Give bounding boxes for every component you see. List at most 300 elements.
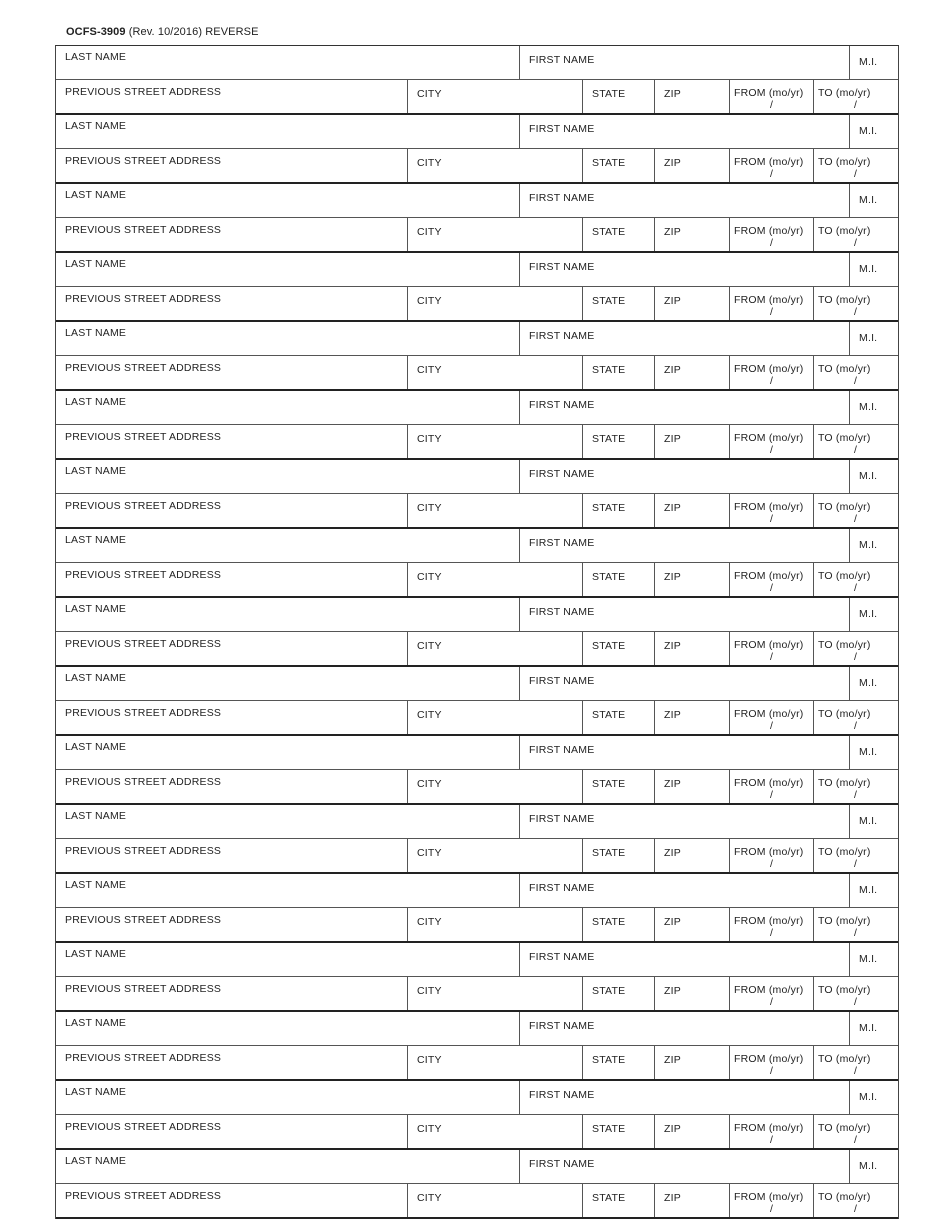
- address-row: [56, 839, 898, 872]
- street-address-field[interactable]: [56, 1115, 408, 1148]
- address-entry: [56, 1012, 898, 1081]
- from-date-field[interactable]: [730, 1184, 814, 1217]
- to-date-separator: /: [854, 1065, 858, 1077]
- from-date-field[interactable]: [730, 977, 814, 1010]
- name-row: [56, 184, 898, 218]
- city-field[interactable]: [408, 218, 583, 251]
- from-date-field[interactable]: [730, 770, 814, 803]
- to-date-separator: /: [854, 858, 858, 870]
- from-date-field[interactable]: [730, 839, 814, 872]
- city-field[interactable]: [408, 839, 583, 872]
- middle-initial-field[interactable]: [850, 943, 898, 976]
- street-address-field[interactable]: [56, 770, 408, 803]
- zip-field[interactable]: [655, 80, 730, 113]
- to-label: TO (mo/yr): [818, 363, 871, 375]
- to-date-separator: /: [854, 1203, 858, 1215]
- mi-label: M.I.: [859, 608, 878, 620]
- state-field[interactable]: [583, 839, 655, 872]
- first-name-label: FIRST NAME: [529, 192, 595, 204]
- first-name-field[interactable]: [520, 1150, 850, 1183]
- to-label: TO (mo/yr): [818, 639, 871, 651]
- to-label: TO (mo/yr): [818, 1191, 871, 1203]
- city-field[interactable]: [408, 149, 583, 182]
- state-field[interactable]: [583, 770, 655, 803]
- to-date-field[interactable]: [814, 977, 898, 1010]
- street-address-field[interactable]: [56, 356, 408, 389]
- to-label: TO (mo/yr): [818, 777, 871, 789]
- city-field[interactable]: [408, 701, 583, 734]
- first-name-label: FIRST NAME: [529, 1089, 595, 1101]
- last-name-field[interactable]: [56, 460, 520, 493]
- zip-label: ZIP: [664, 433, 681, 445]
- from-date-separator: /: [770, 582, 774, 594]
- state-label: STATE: [592, 778, 626, 790]
- mi-label: M.I.: [859, 677, 878, 689]
- name-row: [56, 46, 898, 80]
- street-address-field[interactable]: [56, 287, 408, 320]
- last-name-label: LAST NAME: [65, 189, 127, 201]
- city-label: CITY: [417, 985, 442, 997]
- zip-field[interactable]: [655, 839, 730, 872]
- street-label: PREVIOUS STREET ADDRESS: [65, 1121, 222, 1133]
- to-date-field[interactable]: [814, 494, 898, 527]
- street-address-field[interactable]: [56, 563, 408, 596]
- address-entry: [56, 46, 898, 115]
- mi-label: M.I.: [859, 1022, 878, 1034]
- state-field[interactable]: [583, 218, 655, 251]
- street-address-field[interactable]: [56, 80, 408, 113]
- to-date-field[interactable]: [814, 1046, 898, 1079]
- first-name-label: FIRST NAME: [529, 1020, 595, 1032]
- middle-initial-field[interactable]: [850, 460, 898, 493]
- zip-field[interactable]: [655, 425, 730, 458]
- to-date-separator: /: [854, 720, 858, 732]
- street-address-field[interactable]: [56, 1046, 408, 1079]
- last-name-field[interactable]: [56, 184, 520, 217]
- address-entry: [56, 115, 898, 184]
- from-label: FROM (mo/yr): [734, 639, 804, 651]
- name-row: [56, 322, 898, 356]
- from-date-separator: /: [770, 789, 774, 801]
- from-label: FROM (mo/yr): [734, 846, 804, 858]
- address-entry: [56, 184, 898, 253]
- city-label: CITY: [417, 571, 442, 583]
- zip-label: ZIP: [664, 916, 681, 928]
- zip-field[interactable]: [655, 1046, 730, 1079]
- middle-initial-field[interactable]: [850, 874, 898, 907]
- name-row: [56, 1012, 898, 1046]
- first-name-field[interactable]: [520, 460, 850, 493]
- city-field[interactable]: [408, 908, 583, 941]
- from-label: FROM (mo/yr): [734, 294, 804, 306]
- from-date-separator: /: [770, 375, 774, 387]
- middle-initial-field[interactable]: [850, 115, 898, 148]
- last-name-field[interactable]: [56, 115, 520, 148]
- zip-field[interactable]: [655, 356, 730, 389]
- to-date-field[interactable]: [814, 839, 898, 872]
- city-label: CITY: [417, 1123, 442, 1135]
- city-field[interactable]: [408, 494, 583, 527]
- mi-label: M.I.: [859, 263, 878, 275]
- street-label: PREVIOUS STREET ADDRESS: [65, 845, 222, 857]
- to-date-field[interactable]: [814, 80, 898, 113]
- to-date-field[interactable]: [814, 701, 898, 734]
- last-name-field[interactable]: [56, 253, 520, 286]
- to-date-field[interactable]: [814, 149, 898, 182]
- street-address-field[interactable]: [56, 425, 408, 458]
- last-name-label: LAST NAME: [65, 1155, 127, 1167]
- from-date-separator: /: [770, 1065, 774, 1077]
- from-date-field[interactable]: [730, 287, 814, 320]
- zip-field[interactable]: [655, 149, 730, 182]
- name-row: [56, 1081, 898, 1115]
- from-label: FROM (mo/yr): [734, 87, 804, 99]
- last-name-label: LAST NAME: [65, 120, 127, 132]
- last-name-field[interactable]: [56, 598, 520, 631]
- street-address-field[interactable]: [56, 1184, 408, 1217]
- to-label: TO (mo/yr): [818, 1122, 871, 1134]
- middle-initial-field[interactable]: [850, 598, 898, 631]
- to-label: TO (mo/yr): [818, 225, 871, 237]
- last-name-label: LAST NAME: [65, 948, 127, 960]
- zip-label: ZIP: [664, 502, 681, 514]
- middle-initial-field[interactable]: [850, 529, 898, 562]
- from-label: FROM (mo/yr): [734, 225, 804, 237]
- state-field[interactable]: [583, 1046, 655, 1079]
- city-field[interactable]: [408, 425, 583, 458]
- from-date-field[interactable]: [730, 1046, 814, 1079]
- address-row: [56, 80, 898, 113]
- from-date-field[interactable]: [730, 356, 814, 389]
- to-date-separator: /: [854, 99, 858, 111]
- zip-field[interactable]: [655, 494, 730, 527]
- from-date-field[interactable]: [730, 632, 814, 665]
- zip-label: ZIP: [664, 226, 681, 238]
- state-field[interactable]: [583, 977, 655, 1010]
- first-name-field[interactable]: [520, 46, 850, 79]
- to-label: TO (mo/yr): [818, 915, 871, 927]
- from-label: FROM (mo/yr): [734, 363, 804, 375]
- to-date-field[interactable]: [814, 356, 898, 389]
- state-field[interactable]: [583, 287, 655, 320]
- last-name-field[interactable]: [56, 322, 520, 355]
- last-name-label: LAST NAME: [65, 51, 127, 63]
- first-name-field[interactable]: [520, 391, 850, 424]
- address-row: [56, 770, 898, 803]
- state-field[interactable]: [583, 356, 655, 389]
- from-date-field[interactable]: [730, 494, 814, 527]
- last-name-field[interactable]: [56, 46, 520, 79]
- middle-initial-field[interactable]: [850, 667, 898, 700]
- to-date-field[interactable]: [814, 1184, 898, 1217]
- to-date-separator: /: [854, 237, 858, 249]
- from-date-field[interactable]: [730, 701, 814, 734]
- address-row: [56, 1184, 898, 1217]
- city-field[interactable]: [408, 770, 583, 803]
- city-label: CITY: [417, 1054, 442, 1066]
- zip-field[interactable]: [655, 1184, 730, 1217]
- zip-label: ZIP: [664, 847, 681, 859]
- first-name-field[interactable]: [520, 736, 850, 769]
- middle-initial-field[interactable]: [850, 805, 898, 838]
- name-row: [56, 598, 898, 632]
- zip-label: ZIP: [664, 295, 681, 307]
- to-label: TO (mo/yr): [818, 432, 871, 444]
- from-label: FROM (mo/yr): [734, 1053, 804, 1065]
- first-name-label: FIRST NAME: [529, 813, 595, 825]
- middle-initial-field[interactable]: [850, 736, 898, 769]
- state-field[interactable]: [583, 1184, 655, 1217]
- last-name-field[interactable]: [56, 805, 520, 838]
- first-name-label: FIRST NAME: [529, 261, 595, 273]
- street-label: PREVIOUS STREET ADDRESS: [65, 431, 222, 443]
- last-name-field[interactable]: [56, 1012, 520, 1045]
- last-name-field[interactable]: [56, 874, 520, 907]
- name-row: [56, 805, 898, 839]
- city-field[interactable]: [408, 80, 583, 113]
- first-name-field[interactable]: [520, 322, 850, 355]
- mi-label: M.I.: [859, 470, 878, 482]
- street-address-field[interactable]: [56, 632, 408, 665]
- street-address-field[interactable]: [56, 839, 408, 872]
- to-date-field[interactable]: [814, 287, 898, 320]
- address-entry: [56, 253, 898, 322]
- last-name-label: LAST NAME: [65, 327, 127, 339]
- state-label: STATE: [592, 709, 626, 721]
- last-name-field[interactable]: [56, 667, 520, 700]
- address-row: [56, 632, 898, 665]
- state-field[interactable]: [583, 149, 655, 182]
- from-label: FROM (mo/yr): [734, 1122, 804, 1134]
- first-name-field[interactable]: [520, 1081, 850, 1114]
- zip-field[interactable]: [655, 218, 730, 251]
- street-address-field[interactable]: [56, 701, 408, 734]
- form-code: OCFS-3909: [66, 26, 126, 38]
- state-field[interactable]: [583, 425, 655, 458]
- state-label: STATE: [592, 433, 626, 445]
- from-date-separator: /: [770, 996, 774, 1008]
- middle-initial-field[interactable]: [850, 322, 898, 355]
- street-label: PREVIOUS STREET ADDRESS: [65, 776, 222, 788]
- first-name-label: FIRST NAME: [529, 330, 595, 342]
- last-name-field[interactable]: [56, 529, 520, 562]
- first-name-label: FIRST NAME: [529, 1158, 595, 1170]
- street-address-field[interactable]: [56, 149, 408, 182]
- last-name-field[interactable]: [56, 391, 520, 424]
- first-name-field[interactable]: [520, 184, 850, 217]
- to-date-field[interactable]: [814, 1115, 898, 1148]
- state-field[interactable]: [583, 1115, 655, 1148]
- from-date-field[interactable]: [730, 80, 814, 113]
- name-row: [56, 391, 898, 425]
- from-date-field[interactable]: [730, 563, 814, 596]
- zip-field[interactable]: [655, 563, 730, 596]
- to-date-field[interactable]: [814, 632, 898, 665]
- first-name-field[interactable]: [520, 529, 850, 562]
- middle-initial-field[interactable]: [850, 184, 898, 217]
- state-label: STATE: [592, 157, 626, 169]
- to-date-field[interactable]: [814, 770, 898, 803]
- zip-field[interactable]: [655, 770, 730, 803]
- city-field[interactable]: [408, 1046, 583, 1079]
- city-field[interactable]: [408, 356, 583, 389]
- first-name-field[interactable]: [520, 115, 850, 148]
- from-date-field[interactable]: [730, 908, 814, 941]
- middle-initial-field[interactable]: [850, 1081, 898, 1114]
- zip-field[interactable]: [655, 908, 730, 941]
- to-date-field[interactable]: [814, 908, 898, 941]
- city-field[interactable]: [408, 977, 583, 1010]
- from-date-field[interactable]: [730, 149, 814, 182]
- mi-label: M.I.: [859, 1160, 878, 1172]
- address-entry: [56, 805, 898, 874]
- street-label: PREVIOUS STREET ADDRESS: [65, 983, 222, 995]
- state-field[interactable]: [583, 908, 655, 941]
- city-field[interactable]: [408, 1184, 583, 1217]
- mi-label: M.I.: [859, 953, 878, 965]
- name-row: [56, 460, 898, 494]
- street-label: PREVIOUS STREET ADDRESS: [65, 86, 222, 98]
- first-name-label: FIRST NAME: [529, 882, 595, 894]
- zip-field[interactable]: [655, 977, 730, 1010]
- address-row: [56, 218, 898, 251]
- to-date-separator: /: [854, 789, 858, 801]
- from-date-separator: /: [770, 927, 774, 939]
- city-field[interactable]: [408, 287, 583, 320]
- city-label: CITY: [417, 709, 442, 721]
- first-name-label: FIRST NAME: [529, 468, 595, 480]
- last-name-label: LAST NAME: [65, 465, 127, 477]
- first-name-field[interactable]: [520, 943, 850, 976]
- address-entry: [56, 1150, 898, 1219]
- from-label: FROM (mo/yr): [734, 570, 804, 582]
- state-label: STATE: [592, 1054, 626, 1066]
- from-date-field[interactable]: [730, 1115, 814, 1148]
- last-name-field[interactable]: [56, 736, 520, 769]
- address-entry: [56, 322, 898, 391]
- state-field[interactable]: [583, 632, 655, 665]
- to-label: TO (mo/yr): [818, 570, 871, 582]
- city-label: CITY: [417, 847, 442, 859]
- mi-label: M.I.: [859, 125, 878, 137]
- street-label: PREVIOUS STREET ADDRESS: [65, 500, 222, 512]
- first-name-field[interactable]: [520, 598, 850, 631]
- from-date-separator: /: [770, 237, 774, 249]
- zip-label: ZIP: [664, 157, 681, 169]
- state-field[interactable]: [583, 701, 655, 734]
- zip-label: ZIP: [664, 1054, 681, 1066]
- address-row: [56, 149, 898, 182]
- address-history-table: [55, 45, 899, 1219]
- middle-initial-field[interactable]: [850, 1012, 898, 1045]
- city-label: CITY: [417, 916, 442, 928]
- zip-field[interactable]: [655, 701, 730, 734]
- first-name-label: FIRST NAME: [529, 744, 595, 756]
- last-name-label: LAST NAME: [65, 810, 127, 822]
- first-name-field[interactable]: [520, 874, 850, 907]
- form-header: [66, 26, 259, 38]
- city-field[interactable]: [408, 632, 583, 665]
- to-date-separator: /: [854, 168, 858, 180]
- middle-initial-field[interactable]: [850, 1150, 898, 1183]
- last-name-label: LAST NAME: [65, 603, 127, 615]
- street-address-field[interactable]: [56, 908, 408, 941]
- middle-initial-field[interactable]: [850, 253, 898, 286]
- name-row: [56, 874, 898, 908]
- city-label: CITY: [417, 157, 442, 169]
- first-name-label: FIRST NAME: [529, 399, 595, 411]
- zip-label: ZIP: [664, 571, 681, 583]
- first-name-label: FIRST NAME: [529, 606, 595, 618]
- street-address-field[interactable]: [56, 218, 408, 251]
- first-name-field[interactable]: [520, 253, 850, 286]
- mi-label: M.I.: [859, 746, 878, 758]
- first-name-field[interactable]: [520, 667, 850, 700]
- from-date-field[interactable]: [730, 218, 814, 251]
- street-label: PREVIOUS STREET ADDRESS: [65, 638, 222, 650]
- first-name-field[interactable]: [520, 1012, 850, 1045]
- state-label: STATE: [592, 1192, 626, 1204]
- address-row: [56, 1115, 898, 1148]
- last-name-field[interactable]: [56, 1081, 520, 1114]
- name-row: [56, 667, 898, 701]
- last-name-field[interactable]: [56, 1150, 520, 1183]
- name-row: [56, 529, 898, 563]
- last-name-label: LAST NAME: [65, 258, 127, 270]
- to-date-field[interactable]: [814, 425, 898, 458]
- state-field[interactable]: [583, 80, 655, 113]
- form-revision: (Rev. 10/2016) REVERSE: [128, 26, 259, 38]
- last-name-label: LAST NAME: [65, 672, 127, 684]
- name-row: [56, 115, 898, 149]
- to-date-field[interactable]: [814, 563, 898, 596]
- to-date-field[interactable]: [814, 218, 898, 251]
- state-field[interactable]: [583, 563, 655, 596]
- address-row: [56, 425, 898, 458]
- middle-initial-field[interactable]: [850, 46, 898, 79]
- city-field[interactable]: [408, 1115, 583, 1148]
- name-row: [56, 253, 898, 287]
- address-row: [56, 287, 898, 320]
- address-row: [56, 563, 898, 596]
- first-name-field[interactable]: [520, 805, 850, 838]
- zip-field[interactable]: [655, 287, 730, 320]
- street-label: PREVIOUS STREET ADDRESS: [65, 1052, 222, 1064]
- to-label: TO (mo/yr): [818, 501, 871, 513]
- street-label: PREVIOUS STREET ADDRESS: [65, 362, 222, 374]
- zip-field[interactable]: [655, 632, 730, 665]
- name-row: [56, 736, 898, 770]
- zip-field[interactable]: [655, 1115, 730, 1148]
- to-date-separator: /: [854, 582, 858, 594]
- first-name-label: FIRST NAME: [529, 675, 595, 687]
- street-address-field[interactable]: [56, 977, 408, 1010]
- street-address-field[interactable]: [56, 494, 408, 527]
- last-name-field[interactable]: [56, 943, 520, 976]
- first-name-label: FIRST NAME: [529, 54, 595, 66]
- city-field[interactable]: [408, 563, 583, 596]
- state-field[interactable]: [583, 494, 655, 527]
- address-row: [56, 701, 898, 734]
- state-label: STATE: [592, 88, 626, 100]
- to-date-separator: /: [854, 996, 858, 1008]
- to-date-separator: /: [854, 651, 858, 663]
- address-entry: [56, 460, 898, 529]
- address-row: [56, 1046, 898, 1079]
- from-date-field[interactable]: [730, 425, 814, 458]
- from-date-separator: /: [770, 1134, 774, 1146]
- middle-initial-field[interactable]: [850, 391, 898, 424]
